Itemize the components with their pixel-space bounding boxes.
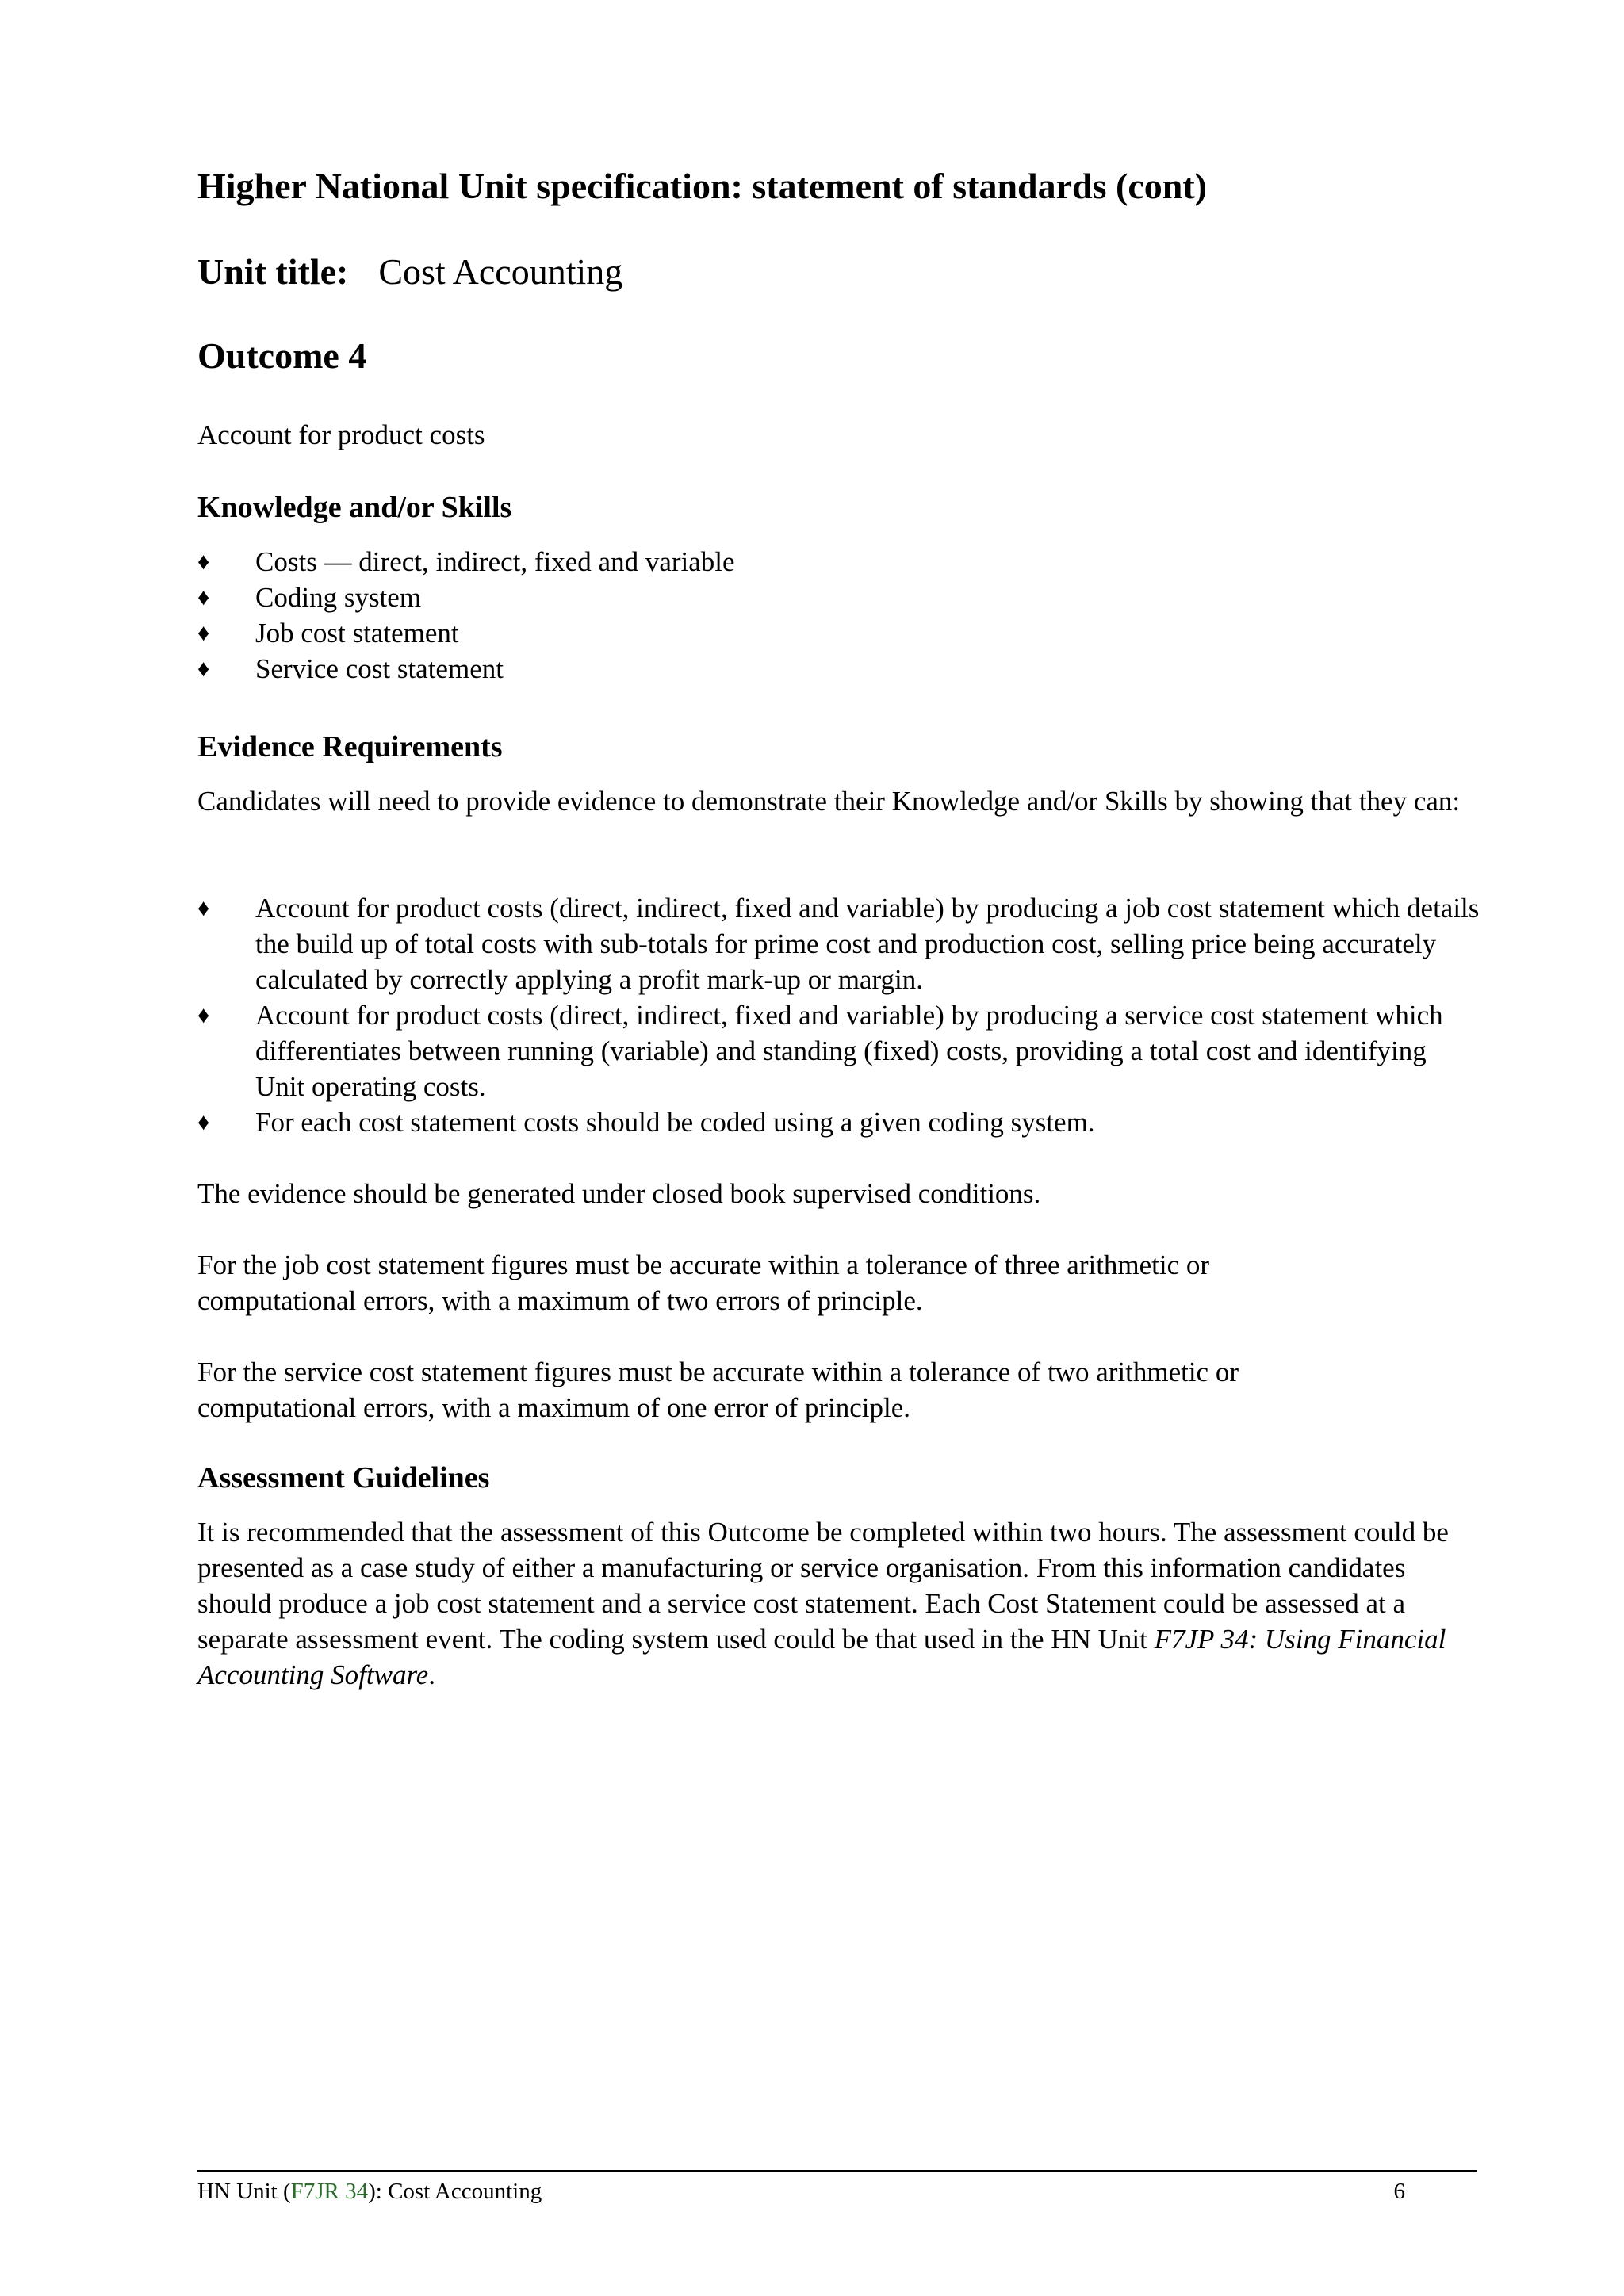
footer-unit-reference: HN Unit (F7JR 34): Cost Accounting — [197, 2179, 542, 2204]
list-item: ♦ Coding system — [197, 580, 1482, 615]
evidence-intro: Candidates will need to provide evidence to demonstrate their Knowledge and/or Skills by showing that they can: — [197, 786, 1461, 817]
diamond-bullet-icon: ♦ — [197, 620, 210, 646]
job-cost-tolerance: For the job cost statement figures must be accurate within a tolerance of three arithmetic or computational errors, with a maximum of two errors of principle. — [197, 1249, 1210, 1316]
unit-title — [197, 252, 622, 293]
list-item: ♦ Account for product costs (direct, indirect, fixed and variable) by producing a service cost statement which differentiates between running (variable) and standing (fixed) costs, providing a total cost and identifying Unit operating costs. — [197, 997, 1482, 1104]
list-item: ♦ Service cost statement — [197, 651, 1482, 687]
assessment-guidelines-text: It is recommended that the assessment of this Outcome be completed within two hours. The assessment could be presented as a case study of either a manufacturing or service organisation. From this information candidates should produce a job cost statement and a service cost statement. Each Cost Statement could be assessed at a separate assessment event. The coding system used could be that used in the HN Unit F7JP 34: Using Financial Accounting Software. — [197, 1517, 1449, 1690]
page-footer — [197, 2176, 1405, 2206]
diamond-bullet-icon: ♦ — [197, 656, 210, 682]
list-item: ♦ Job cost statement — [197, 615, 1482, 651]
diamond-bullet-icon: ♦ — [197, 584, 210, 610]
page-number: 6 — [1393, 2179, 1405, 2204]
evidence-requirements-heading: Evidence Requirements — [197, 730, 503, 763]
unit-title-label: Unit title: — [197, 251, 349, 292]
knowledge-skills-heading: Knowledge and/or Skills — [197, 491, 512, 524]
unit-title-value: Cost Accounting — [378, 251, 623, 292]
diamond-bullet-icon: ♦ — [197, 1002, 210, 1028]
knowledge-skills-list — [197, 544, 1482, 687]
unit-code: F7JR 34 — [290, 2179, 369, 2204]
referenced-unit: F7JP 34: Using Financial Accounting Software — [197, 1624, 1446, 1690]
assessment-guidelines-heading: Assessment Guidelines — [197, 1461, 490, 1494]
diamond-bullet-icon: ♦ — [197, 1109, 210, 1135]
evidence-conditions: The evidence should be generated under closed book supervised conditions. — [197, 1178, 1041, 1209]
diamond-bullet-icon: ♦ — [197, 549, 210, 575]
list-item: ♦ For each cost statement costs should be coded using a given coding system. — [197, 1104, 1482, 1140]
outcome-statement: Account for product costs — [197, 419, 485, 450]
diamond-bullet-icon: ♦ — [197, 895, 210, 921]
footer-divider — [197, 2170, 1477, 2172]
evidence-list — [197, 890, 1482, 1140]
page-title: Higher National Unit specification: statement of standards (cont) — [197, 166, 1207, 206]
list-item: ♦ Account for product costs (direct, indirect, fixed and variable) by producing a job cost statement which details the build up of total costs with sub-totals for prime cost and production cost, selling price being accurately calculated by correctly applying a profit mark-up or margin. — [197, 890, 1482, 997]
list-item: ♦ Costs — direct, indirect, fixed and variable — [197, 544, 1482, 580]
outcome-heading: Outcome 4 — [197, 335, 367, 376]
service-cost-tolerance: For the service cost statement figures must be accurate within a tolerance of two arithmetic or computational errors, with a maximum of one error of principle. — [197, 1357, 1239, 1423]
